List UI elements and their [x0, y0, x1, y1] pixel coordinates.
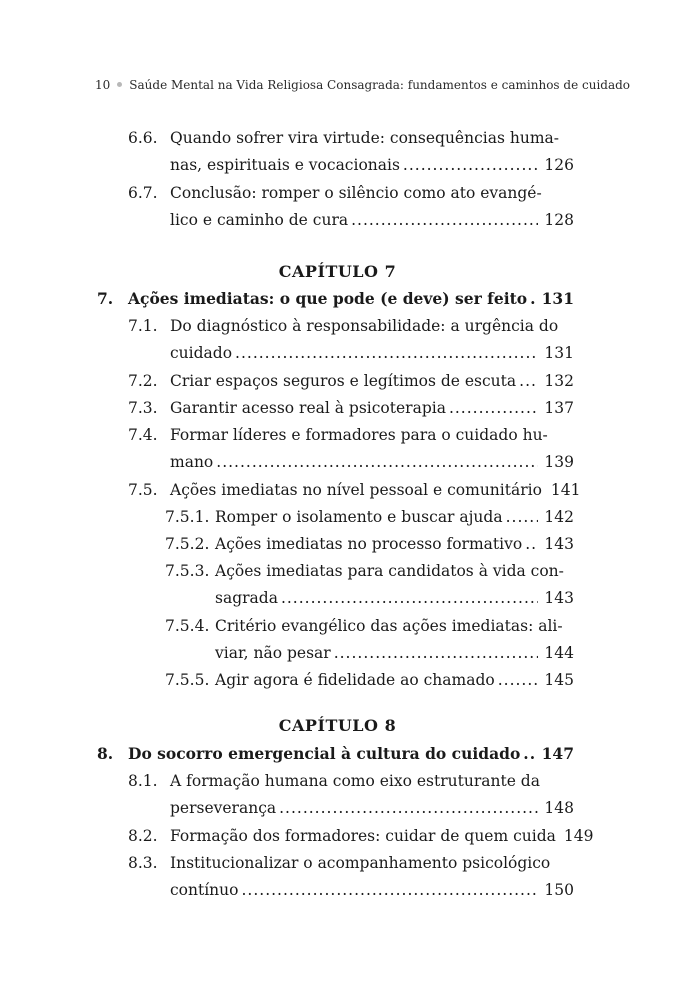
dot-leader [506, 506, 539, 528]
toc-title-line: Institucionalizar o acompanhamento psicológico [170, 854, 551, 872]
toc-entry-7-5-2[interactable] [0, 533, 675, 557]
toc-title-line: Conclusão: romper o silêncio como ato evangé- [170, 184, 542, 202]
toc-title-line: viar, não pesar [215, 644, 331, 662]
toc-title: Garantir acesso real à psicoterapia [170, 399, 446, 417]
toc-entry-6-7[interactable] [0, 182, 675, 232]
dot-leader [498, 669, 539, 691]
dot-leader [519, 370, 538, 392]
toc-page: 145 [544, 671, 574, 689]
dot-leader [525, 533, 538, 555]
toc-title: Do socorro emergencial à cultura do cuidado [128, 744, 521, 763]
dot-leader [235, 342, 538, 364]
chapter-heading-7: CAPÍTULO 7 [278, 262, 397, 281]
toc-number: 8.2. [128, 827, 158, 845]
toc-page: 149 [563, 827, 594, 845]
toc-number: 6.7. [128, 184, 158, 202]
toc-title: Ações imediatas no processo formativo [215, 535, 523, 553]
toc-title-line: Formar líderes e formadores para o cuidado hu- [170, 426, 548, 444]
toc-number: 7.5.2. [165, 535, 210, 553]
toc-number: 7.2. [128, 372, 158, 390]
toc-title: Criar espaços seguros e legítimos de escuta [170, 372, 517, 390]
toc-page: 148 [544, 799, 574, 817]
toc-title-line: Ações imediatas para candidatos à vida con- [215, 562, 564, 580]
toc-entry-7-4[interactable] [0, 424, 675, 474]
toc-title-line: nas, espirituais e vocacionais [170, 156, 400, 174]
toc-entry-8-2[interactable] [0, 825, 675, 849]
running-header [95, 78, 631, 92]
dot-leader [241, 879, 538, 901]
toc-page: 137 [544, 399, 574, 417]
toc-entry-8[interactable] [0, 743, 675, 767]
bullet-separator-icon [117, 82, 122, 87]
dot-leader [216, 451, 538, 473]
toc-number: 7.5.5. [165, 671, 210, 689]
toc-number: 7. [97, 289, 114, 308]
toc-entry-7-5[interactable] [0, 479, 675, 503]
dot-leader [530, 288, 536, 310]
toc-entry-7[interactable] [0, 288, 675, 312]
toc-number: 8.1. [128, 772, 158, 790]
toc-entry-7-1[interactable] [0, 315, 675, 365]
dot-leader [279, 797, 538, 819]
dot-leader [523, 743, 535, 765]
toc-title-line: contínuo [170, 881, 239, 899]
toc-title-line: sagrada [215, 589, 278, 607]
toc-number: 7.4. [128, 426, 158, 444]
toc-number: 7.5.3. [165, 562, 210, 580]
toc-title: Ações imediatas: o que pode (e deve) ser feito [128, 289, 528, 308]
toc-page: 143 [544, 535, 574, 553]
toc-title-line: Quando sofrer vira virtude: consequências huma- [170, 129, 559, 147]
toc-page: 147 [541, 744, 574, 763]
chapter-heading-8: CAPÍTULO 8 [278, 716, 397, 735]
toc-number: 7.5. [128, 481, 158, 499]
toc-number: 7.1. [128, 317, 158, 335]
toc-title-line: cuidado [170, 344, 233, 362]
toc-entry-7-5-5[interactable] [0, 669, 675, 693]
dot-leader [281, 587, 538, 609]
toc-entry-8-3[interactable] [0, 852, 675, 902]
toc-entry-6-6[interactable] [0, 127, 675, 177]
toc-entry-7-3[interactable] [0, 397, 675, 421]
toc-page: 141 [550, 481, 581, 499]
toc-title-line: A formação humana como eixo estruturante da [170, 772, 540, 790]
toc-title-line: lico e caminho de cura [170, 211, 349, 229]
toc-number: 6.6. [128, 129, 158, 147]
toc-entry-7-5-4[interactable] [0, 615, 675, 665]
toc-title-line: perseverança [170, 799, 277, 817]
toc-entry-7-5-3[interactable] [0, 560, 675, 610]
toc-title: Formação dos formadores: cuidar de quem cuida [170, 827, 556, 845]
toc-page: 126 [544, 156, 574, 174]
toc-page: 132 [544, 372, 574, 390]
page-number: 10 [95, 78, 111, 92]
toc-page: 131 [544, 344, 574, 362]
toc-page: 150 [544, 881, 574, 899]
toc-title-line: Critério evangélico das ações imediatas: ali- [215, 617, 563, 635]
toc-page: 139 [544, 453, 574, 471]
dot-leader [351, 209, 538, 231]
toc-title-line: mano [170, 453, 214, 471]
toc-page: 143 [544, 589, 574, 607]
toc-number: 7.3. [128, 399, 158, 417]
toc-page: 128 [544, 211, 574, 229]
toc-page: 144 [544, 644, 574, 662]
toc-number: 7.5.1. [165, 508, 210, 526]
toc-entry-7-2[interactable] [0, 370, 675, 394]
toc-page: 131 [541, 289, 574, 308]
toc-number: 8. [97, 744, 114, 763]
toc-entry-7-5-1[interactable] [0, 506, 675, 530]
toc-number: 8.3. [128, 854, 158, 872]
toc-number: 7.5.4. [165, 617, 210, 635]
toc-page: 142 [544, 508, 574, 526]
toc-title-line: Do diagnóstico à responsabilidade: a urgência do [170, 317, 559, 335]
dot-leader [403, 154, 538, 176]
toc-title: Ações imediatas no nível pessoal e comunitário [170, 481, 542, 499]
toc-title: Agir agora é fidelidade ao chamado [215, 671, 495, 689]
dot-leader [334, 642, 539, 664]
toc-entry-8-1[interactable] [0, 770, 675, 820]
dot-leader [449, 397, 538, 419]
book-title: Saúde Mental na Vida Religiosa Consagrada: fundamentos e caminhos de cuidado [129, 78, 631, 92]
toc-title: Romper o isolamento e buscar ajuda [215, 508, 503, 526]
